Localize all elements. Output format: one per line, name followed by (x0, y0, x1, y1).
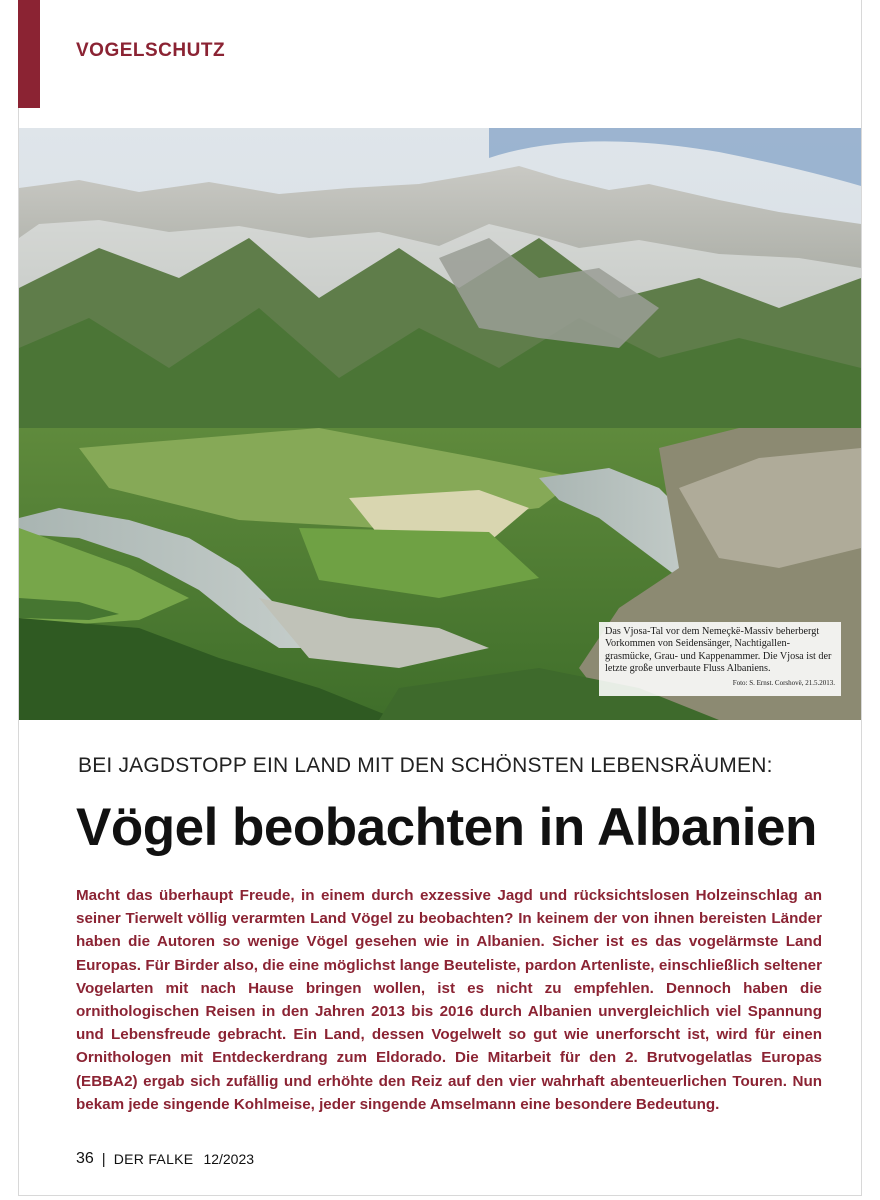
magazine-name: DER FALKE (113, 1151, 194, 1167)
article-headline: Vögel beobachten in Albanien (76, 798, 817, 857)
issue-number: 12/2023 (203, 1151, 255, 1167)
page-footer (76, 1150, 254, 1168)
article-lead: Macht das überhaupt Freude, in einem durch exzessive Jagd und rücksichtslosen Holzeinschlag an seiner Tierwelt völlig verarmten Land Vögel zu beobachten? In keinem der von ihnen bereisten Länder haben die Autoren so wenige Vögel gesehen wie in Albanien. Sicher ist es das vogelärmste Land Europas. Für Birder also, die eine möglichst lange Beuteliste, pardon Artenliste, einschließlich seltener Vogelarten mit nach Hause bringen wollen, ist es nicht zu empfehlen. Dennoch haben die ornithologischen Reisen in den Jahren 2013 bis 2016 durch Albanien unvergleichlich viel Spannung und Lebensfreude gebracht. Ein Land, dessen Vogelwelt so gut wie unerforscht ist, wird für einen Ornithologen mit Entdeckerdrang zum Eldorado. Die Mitarbeit für den 2. Brutvogelatlas Europas (EBBA2) ergab sich zufällig und erhöhte den Reiz auf den vier wahrhaft abenteuerlichen Touren. Nun bekam jede singende Kohlmeise, jeder singende Amselmann eine besondere Bedeutung. (76, 887, 822, 1113)
page-number: 36 (76, 1150, 94, 1167)
footer-separator: | (101, 1150, 106, 1168)
photo-caption (599, 622, 841, 696)
photo-credit: Foto: S. Ernst. Corshovë, 21.5.2013. (732, 678, 835, 687)
section-label: VOGELSCHUTZ (76, 40, 226, 61)
caption-text: Das Vjosa-Tal vor dem Nemeçkë-Massiv beherbergt Vorkommen von Seidensänger, Nachtigallen-grasmücke, Grau- und Kappenammer. Die Vjosa ist der letzte große unverbaute Fluss Albaniens. (605, 626, 832, 675)
article-kicker: BEI JAGDSTOPP EIN LAND MIT DEN SCHÖNSTEN LEBENSRÄUMEN: (78, 754, 773, 777)
section-color-bar (18, 0, 40, 108)
